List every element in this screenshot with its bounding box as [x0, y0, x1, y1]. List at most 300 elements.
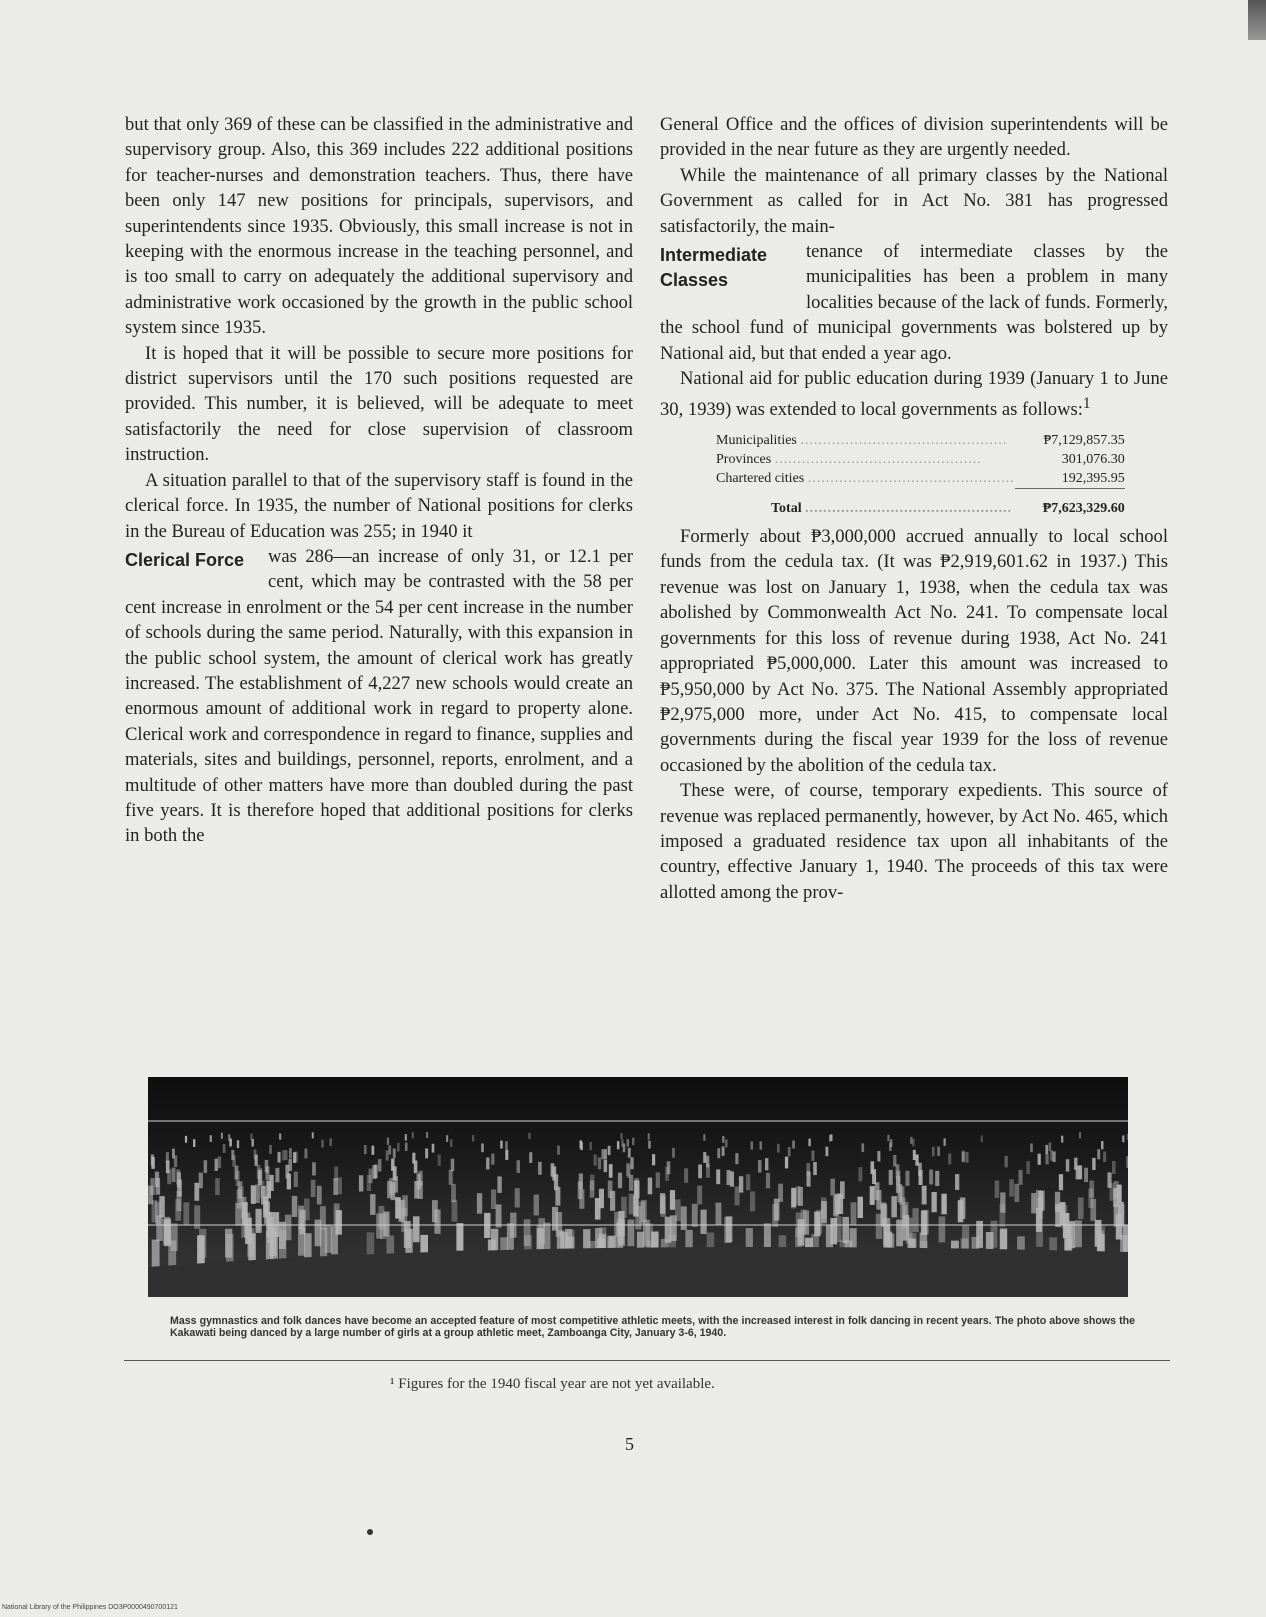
dancer-figure — [913, 1208, 919, 1232]
table-row: Municipalities .............................................. ₱7,129,857.35 — [716, 433, 1125, 449]
dancer-figure — [851, 1202, 857, 1225]
dancer-figure — [778, 1184, 783, 1202]
dancer-figure — [1126, 1156, 1128, 1168]
dancer-figure — [293, 1152, 296, 1163]
dancer-figure — [1031, 1193, 1036, 1213]
dancer-figure — [275, 1168, 279, 1183]
dancer-figure — [500, 1141, 503, 1149]
dancer-figure — [237, 1140, 239, 1148]
dancer-figure — [701, 1210, 707, 1234]
dancer-figure — [594, 1154, 597, 1165]
aid-intro-text: National aid for public education during 1939 (January 1 to June 30, 1939) was extended to local governments as follows: — [660, 368, 1168, 421]
dancer-figure — [842, 1217, 849, 1243]
dancer-figure — [589, 1142, 592, 1150]
dancer-figure — [1009, 1179, 1014, 1196]
dancer-figure — [413, 1216, 420, 1242]
dancer-figure — [1101, 1141, 1104, 1149]
dancer-figure — [919, 1170, 923, 1185]
dancer-figure — [1113, 1188, 1118, 1207]
dancer-figure — [722, 1136, 724, 1143]
dancer-figure — [1026, 1161, 1030, 1174]
dancer-figure — [1075, 1220, 1082, 1247]
dancer-figure — [1053, 1151, 1056, 1162]
dancer-figure — [289, 1159, 293, 1171]
dancer-figure — [840, 1181, 845, 1199]
dancer-figure — [808, 1139, 810, 1147]
dancer-figure — [648, 1133, 650, 1139]
dancer-figure — [670, 1190, 675, 1210]
dancer-figure — [692, 1204, 698, 1227]
row-label: Provinces — [716, 452, 772, 468]
dancer-figure — [529, 1133, 531, 1139]
dancer-figure — [941, 1194, 946, 1215]
dancer-figure — [292, 1196, 298, 1217]
dancer-figure — [438, 1155, 441, 1166]
dancer-figure — [414, 1181, 419, 1199]
dancer-figure — [282, 1150, 285, 1160]
dancer-figure — [383, 1212, 389, 1237]
dancer-figure — [215, 1178, 220, 1195]
footnote-ref: 1 — [1082, 395, 1091, 413]
national-aid-table — [716, 431, 1125, 518]
dancer-figure — [777, 1144, 780, 1153]
dancer-figure — [609, 1164, 613, 1178]
table-total-row: Total .............................................. ₱7,623,329.60 — [716, 489, 1125, 519]
dancer-figure — [792, 1140, 795, 1148]
total-label: Total — [771, 500, 802, 516]
dancer-figure — [765, 1158, 768, 1170]
dancer-figure — [425, 1148, 428, 1158]
left-paragraph-3a: A situation parallel to that of the supervisory staff is found in the clerical force. In 1935, the number of National positions for clerks in the Bureau of Education was 255; in 1940 it — [125, 469, 633, 542]
dancer-figure — [1066, 1159, 1070, 1171]
dancer-figure — [887, 1135, 889, 1142]
dancer-figure — [629, 1194, 634, 1215]
dancer-figure — [1078, 1198, 1084, 1220]
dancer-figure — [210, 1135, 212, 1142]
dancer-figure — [538, 1162, 542, 1175]
dancer-figure — [388, 1145, 391, 1154]
dancer-figure — [317, 1186, 322, 1205]
dancer-figure — [962, 1152, 965, 1163]
dancer-figure — [811, 1151, 814, 1161]
dancer-figure — [266, 1166, 270, 1180]
row-amount: 192,395.95 — [1015, 469, 1125, 489]
total-amount: ₱7,623,329.60 — [1042, 501, 1125, 517]
dancer-figure — [829, 1135, 831, 1142]
dancer-figure — [1098, 1226, 1105, 1254]
dancer-figure — [785, 1157, 788, 1169]
dancer-figure — [505, 1150, 508, 1160]
dancer-figure — [248, 1233, 256, 1263]
footnote: ¹ Figures for the 1940 fiscal year are not yet available. — [390, 1376, 715, 1392]
dancer-figure — [602, 1149, 605, 1159]
dancer-figure — [426, 1132, 428, 1138]
dancer-figure — [456, 1223, 463, 1251]
dancer-figure — [580, 1140, 583, 1148]
dancer-figure — [312, 1162, 316, 1175]
dancer-figure — [751, 1141, 754, 1149]
dancer-figure — [635, 1181, 640, 1199]
right-paragraph-3 — [660, 366, 1168, 423]
dancer-figure — [369, 1169, 373, 1184]
dancer-figure — [628, 1148, 631, 1158]
dancer-figure — [172, 1168, 176, 1182]
dancer-figure — [937, 1147, 940, 1156]
dancer-figure — [232, 1155, 235, 1167]
dancer-figure — [1055, 1204, 1061, 1227]
dancer-figure — [477, 1193, 482, 1214]
left-paragraph-1: but that only 369 of these can be classified in the administrative and supervisory group. Also, this 369 includes 222 additional positions for teacher-nurses and demonstration teachers. Thus, there have been only 147 new positions for principals, supervisors, and superintendents since 1935. Obviously, this small increase is not in keeping with the enormous increase in the teaching personnel, and is too small to carry on adequately the additional supervisory and administrative work occasioned by the growth in the public school system since 1935. — [125, 114, 633, 339]
dancer-figure — [505, 1141, 508, 1149]
dancer-figure — [760, 1142, 763, 1150]
dancer-figure — [798, 1219, 805, 1246]
crowd-illustration — [148, 1077, 1128, 1297]
dancer-figure — [372, 1146, 375, 1155]
dancer-figure — [1127, 1134, 1128, 1140]
dancer-figure — [621, 1133, 623, 1139]
dancer-figure — [194, 1183, 199, 1201]
dancer-figure — [183, 1202, 189, 1225]
dancer-figure — [706, 1164, 710, 1178]
dancer-figure — [627, 1139, 629, 1147]
right-paragraph-1: General Office and the offices of division superintendents will be provided in the near future as they are urgently needed. — [660, 114, 1168, 161]
dancer-figure — [395, 1197, 401, 1218]
row-amount: ₱7,129,857.35 — [1043, 433, 1125, 449]
page-number: 5 — [625, 1434, 634, 1454]
folk-dance-photo — [148, 1077, 1128, 1297]
dancer-figure — [939, 1216, 946, 1242]
dancer-figure — [167, 1169, 171, 1184]
footnote-divider — [124, 1360, 1170, 1361]
dancer-figure — [629, 1175, 633, 1191]
dancer-figure — [648, 1141, 651, 1149]
dancer-figure — [298, 1227, 305, 1256]
dancer-figure — [215, 1159, 219, 1171]
dancer-figure — [1036, 1220, 1043, 1247]
dancer-figure — [370, 1194, 375, 1215]
dancer-figure — [905, 1171, 909, 1186]
right-column — [660, 112, 1168, 905]
dancer-figure — [538, 1218, 545, 1244]
dancer-figure — [623, 1144, 626, 1153]
dancer-figure — [955, 1174, 959, 1190]
dancer-figure — [405, 1134, 407, 1141]
dancer-figure — [635, 1206, 641, 1230]
photo-caption: Mass gymnastics and folk dances have become an accepted feature of most competitive athletic meets, with the increased interest in folk dancing in recent years. The photo above shows the Kakawati being danced by a large number of girls at a group athletic meet, Zamboanga City, January 3-6, 1940. — [170, 1315, 1135, 1339]
dancer-figure — [922, 1186, 927, 1205]
dancer-figure — [451, 1184, 456, 1202]
dancer-figure — [223, 1144, 226, 1153]
side-heading-clerical-force: Clerical Force — [125, 549, 245, 570]
side-heading-intermediate-classes: Intermediate Classes — [660, 245, 768, 291]
dancer-figure — [334, 1203, 340, 1226]
dancer-figure — [289, 1148, 292, 1158]
right-paragraph-2b: tenance of intermediate classes by the municipalities has been a problem in many localities because of the lack of funds. Formerly, the school fund of municipal governments was bolstered up by National aid, but that ended a year ago. — [660, 241, 1168, 364]
dancer-figure — [932, 1147, 935, 1157]
row-label: Chartered cities — [716, 471, 805, 487]
dancer-figure — [402, 1195, 408, 1216]
dancer-figure — [830, 1179, 835, 1196]
dancer-figure — [652, 1154, 655, 1165]
dancer-figure — [412, 1132, 414, 1138]
dancer-figure — [667, 1161, 671, 1174]
dancer-figure — [912, 1139, 914, 1147]
dancer-figure — [877, 1151, 880, 1162]
dancer-figure — [359, 1175, 363, 1191]
dancer-figure — [256, 1209, 262, 1233]
right-paragraph-4: Formerly about ₱3,000,000 accrued annually to local school funds from the cedula tax. (It was ₱2,919,601.62 in 1937.) This revenue was lost on January 1, 1938, when the cedula tax was abolished by Commonwealth Act No. 241. To compensate local governments for this loss of revenue during 1938, Act No. 241 appropriated ₱5,000,000. Later this amount was increased to ₱5,950,000 by Act No. 375. The National Assembly appropriated ₱2,975,000 more, under Act No. 415, to compensate local governments during the fiscal year 1939 for the loss of revenue occasioned by the abolition of the cedula tax. — [660, 526, 1168, 776]
dancer-figure — [646, 1223, 653, 1251]
dancer-figure — [858, 1197, 864, 1218]
dancer-figure — [305, 1149, 308, 1159]
dancer-figure — [872, 1169, 876, 1184]
dancer-figure — [889, 1143, 892, 1152]
dancer-figure — [758, 1160, 762, 1173]
dancer-figure — [386, 1150, 389, 1160]
dancer-figure — [1079, 1132, 1081, 1138]
dancer-figure — [910, 1137, 912, 1144]
dancer-figure — [193, 1139, 195, 1147]
dancer-figure — [1122, 1135, 1124, 1142]
dancer-figure — [821, 1201, 827, 1223]
dancer-figure — [496, 1204, 502, 1227]
dancer-figure — [151, 1157, 154, 1169]
dancer-figure — [1090, 1199, 1096, 1221]
dancer-figure — [515, 1188, 520, 1207]
dancer-figure — [446, 1135, 448, 1142]
dancer-figure — [472, 1135, 474, 1142]
right-paragraph-5: These were, of course, temporary expedients. This source of revenue was replaced permanently, however, by Act No. 465, which imposed a graduated residence tax upon all inhabitants of the country, effective January 1, 1940. The proceeds of this tax were allotted among the prov- — [660, 780, 1168, 903]
dancer-figure — [932, 1192, 937, 1212]
dancer-figure — [965, 1152, 968, 1163]
dancer-figure — [621, 1197, 627, 1218]
dancer-figure — [618, 1218, 625, 1244]
dancer-figure — [449, 1170, 453, 1185]
dancer-figure — [1049, 1143, 1052, 1152]
dancer-figure — [389, 1178, 394, 1195]
dancer-figure — [617, 1141, 620, 1149]
dancer-figure — [230, 1139, 232, 1147]
dancer-figure — [826, 1147, 829, 1157]
dancer-figure — [450, 1139, 452, 1147]
dancer-figure — [218, 1156, 221, 1168]
scan-imprint: National Library of the Philippines DO3P0000490700121 — [2, 1604, 178, 1611]
left-column — [125, 112, 633, 849]
dancer-figure — [766, 1173, 770, 1189]
dancer-figure — [870, 1186, 875, 1205]
dancer-figure — [730, 1171, 734, 1186]
table-row: Provinces .............................................. 301,076.30 — [716, 452, 1125, 468]
dancer-figure — [269, 1175, 273, 1191]
right-paragraph-2a: While the maintenance of all primary classes by the National Government as called for in Act No. 381 has progressed satisfactorily, the main- — [660, 164, 1168, 237]
dancer-figure — [554, 1174, 558, 1190]
dancer-figure — [813, 1162, 817, 1175]
dancer-figure — [405, 1143, 408, 1152]
dancer-figure — [981, 1135, 983, 1142]
dancer-figure — [630, 1157, 633, 1169]
dancer-figure — [656, 1172, 660, 1188]
dancer-figure — [958, 1200, 964, 1222]
dancer-figure — [716, 1203, 722, 1226]
dancer-figure — [604, 1160, 608, 1173]
dancer-figure — [252, 1139, 254, 1147]
dancer-figure — [1030, 1144, 1033, 1153]
dancer-figure — [716, 1169, 720, 1184]
dancer-figure — [672, 1148, 675, 1158]
dancer-figure — [698, 1165, 702, 1179]
dancer-figure — [579, 1189, 584, 1209]
dancer-figure — [684, 1168, 688, 1183]
dancer-figure — [1097, 1149, 1100, 1159]
dancer-figure — [632, 1138, 634, 1145]
dancer-figure — [235, 1203, 241, 1226]
dancer-figure — [172, 1149, 175, 1159]
dancer-figure — [1076, 1166, 1080, 1180]
dancer-figure — [481, 1144, 484, 1153]
dancer-figure — [735, 1153, 738, 1164]
dancer-figure — [199, 1229, 206, 1258]
dancer-figure — [1103, 1152, 1106, 1163]
dancer-figure — [648, 1178, 653, 1195]
dancer-figure — [1084, 1168, 1088, 1182]
dancer-figure — [876, 1190, 881, 1210]
dancer-figure — [944, 1138, 946, 1146]
dancer-figure — [269, 1145, 272, 1154]
dancer-figure — [378, 1159, 382, 1171]
dancer-figure — [321, 1140, 323, 1148]
dancer-figure — [279, 1230, 286, 1259]
dancer-figure — [304, 1199, 310, 1221]
dancer-figure — [251, 1185, 256, 1204]
dancer-figure — [610, 1191, 615, 1211]
dancer-figure — [703, 1134, 705, 1141]
dancer-figure — [1000, 1192, 1005, 1212]
dancer-figure — [798, 1187, 803, 1206]
dancer-figure — [608, 1146, 611, 1155]
dancer-figure — [294, 1172, 298, 1187]
dancer-figure — [393, 1148, 396, 1158]
dancer-figure — [628, 1220, 635, 1247]
dancer-figure — [226, 1234, 234, 1264]
dancer-figure — [221, 1133, 223, 1139]
dancer-figure — [330, 1138, 332, 1146]
dancer-figure — [338, 1177, 343, 1194]
dancer-figure — [1092, 1158, 1095, 1170]
dancer-figure — [432, 1200, 438, 1222]
dancer-figure — [889, 1170, 893, 1185]
dancer-figure — [891, 1196, 897, 1217]
dancer-figure — [1045, 1145, 1048, 1154]
dancer-figure — [177, 1172, 181, 1188]
dancer-figure — [862, 1143, 865, 1152]
row-label: Municipalities — [716, 433, 797, 449]
dancer-figure — [858, 1167, 862, 1181]
dancer-figure — [376, 1213, 382, 1238]
dancer-figure — [372, 1165, 376, 1179]
dancer-figure — [255, 1155, 258, 1166]
dancer-figure — [557, 1146, 560, 1155]
dancer-figure — [681, 1206, 687, 1230]
dancer-figure — [285, 1150, 288, 1160]
dancer-figure — [774, 1199, 780, 1221]
dancer-figure — [364, 1145, 367, 1154]
dancer-figure — [452, 1200, 458, 1222]
table-row: Chartered cities .............................................. 192,395.95 — [716, 469, 1125, 489]
dancer-figure — [1019, 1170, 1023, 1185]
dancer-figure — [414, 1161, 418, 1174]
dancer-figure — [1046, 1153, 1049, 1164]
dancer-figure — [497, 1176, 501, 1193]
row-amount: 301,076.30 — [1061, 452, 1125, 468]
dancer-figure — [703, 1152, 706, 1163]
dancer-figure — [833, 1195, 839, 1216]
dancer-figure — [491, 1189, 496, 1209]
dancer-figure — [807, 1171, 811, 1186]
dancer-figure — [660, 1196, 666, 1217]
dancer-figure — [915, 1154, 918, 1165]
dancer-figure — [1089, 1181, 1094, 1199]
dancer-figure — [675, 1199, 681, 1221]
dancer-figure — [764, 1223, 771, 1251]
dancer-figure — [595, 1198, 601, 1220]
dancer-figure — [529, 1152, 532, 1163]
dancer-figure — [722, 1147, 725, 1156]
page-edge-shadow — [1248, 0, 1266, 40]
left-paragraph-3b: was 286—an increase of only 31, or 12.1 per cent, which may be contrasted with the 58 per cent increase in enrolment or the 54 per cent increase in the number of schools during the same period. Naturally, with this expansion in the public school system, the amount of clerical work has greatly increased. The establishment of 4,227 new schools would create an enormous amount of additional work in regard to property alone. Clerical work and correspondence in regard to finance, supplies and materials, sites and buildings, personnel, reports, enrolment, and a multitude of other matters have more than doubled during the past five years. It is therefore hoped that additional positions for clerks in both the — [125, 545, 633, 847]
dancer-figure — [618, 1173, 622, 1189]
dancer-figure — [271, 1233, 279, 1263]
dancer-figure — [697, 1186, 702, 1205]
dancer-figure — [590, 1175, 594, 1191]
dancer-figure — [199, 1173, 203, 1189]
dancer-figure — [279, 1133, 281, 1139]
dancer-figure — [1014, 1184, 1019, 1202]
dancer-figure — [451, 1159, 455, 1171]
dancer-figure — [432, 1144, 435, 1153]
dancer-figure — [788, 1147, 791, 1157]
dancer-figure — [735, 1186, 740, 1205]
ink-dot — [367, 1529, 373, 1535]
dancer-figure — [1061, 1136, 1063, 1143]
dancer-figure — [921, 1211, 927, 1236]
dancer-figure — [175, 1199, 181, 1221]
dancer-figure — [791, 1188, 796, 1207]
dancer-figure — [185, 1136, 187, 1143]
dancer-figure — [1059, 1174, 1063, 1190]
dancer-figure — [948, 1153, 951, 1164]
dancer-figure — [604, 1149, 607, 1159]
dancer-figure — [1038, 1154, 1041, 1165]
dancer-figure — [1112, 1161, 1116, 1174]
left-paragraph-2: It is hoped that it will be possible to secure more positions for district supervisors until the 170 such positions requested are provided. This number, it is believed, will be adequate to meet satisfactorily the need for close supervision of classroom instruction. — [125, 342, 633, 466]
dancer-figure — [598, 1157, 601, 1169]
dancer-figure — [397, 1143, 400, 1152]
dancer-figure — [387, 1138, 389, 1145]
dancer-figure — [204, 1160, 208, 1173]
dancer-figure — [534, 1195, 539, 1216]
dancer-figure — [724, 1217, 731, 1243]
dancer-figure — [278, 1152, 281, 1163]
dancer-figure — [881, 1204, 887, 1227]
dancer-figure — [929, 1170, 933, 1185]
dancer-figure — [311, 1180, 316, 1197]
dancer-figure — [913, 1150, 916, 1160]
dancer-figure — [717, 1148, 720, 1158]
dancer-figure — [896, 1164, 900, 1178]
dancer-figure — [156, 1178, 161, 1195]
dancer-figure — [750, 1191, 755, 1211]
dancer-figure — [517, 1160, 521, 1173]
